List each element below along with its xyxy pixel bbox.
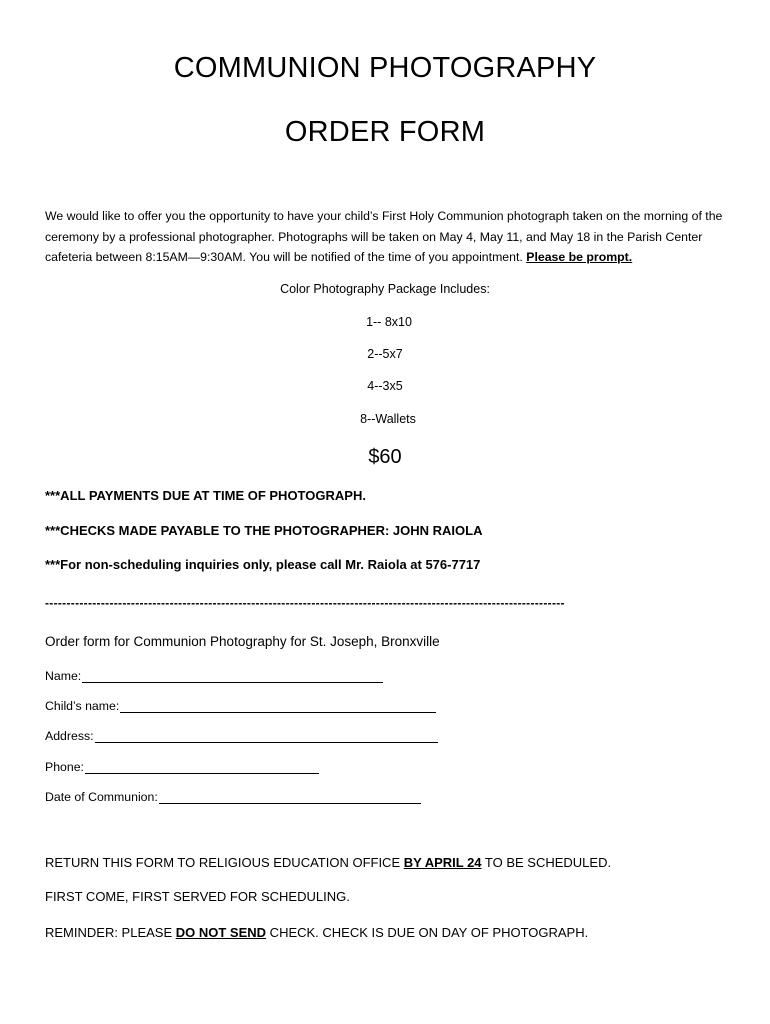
package-item: 2--5x7	[367, 347, 403, 361]
package-heading: Color Photography Package Includes:	[280, 282, 490, 296]
intro-emphasis: Please be prompt.	[526, 250, 633, 264]
communion-date-input-line[interactable]	[159, 790, 421, 804]
reminder-suffix: CHECK. CHECK IS DUE ON DAY OF PHOTOGRAPH.	[266, 925, 589, 940]
phone-field	[45, 760, 319, 774]
return-instructions	[45, 855, 611, 870]
child-name-label: Child’s name:	[45, 699, 120, 713]
intro-text: We would like to offer you the opportunity to have your child’s First Holy Communion photograph taken on the morning of the ceremony by a professional photographer. Photographs will be taken on May 4, May 11, and May 18 in the Parish Center cafeteria between 8:15AM—9:30AM. You will be notified of the time of you appointment.	[45, 209, 723, 264]
child-name-input-line[interactable]	[120, 699, 436, 713]
intro-paragraph	[45, 206, 735, 268]
return-deadline: BY APRIL 24	[403, 855, 482, 870]
package-item: 8--Wallets	[360, 412, 416, 426]
page-title: COMMUNION PHOTOGRAPHY	[173, 52, 597, 84]
communion-date-label: Date of Communion:	[45, 790, 158, 804]
inquiries-notice: ***For non-scheduling inquiries only, please call Mr. Raiola at 576-7717	[45, 557, 481, 572]
reminder-emphasis: DO NOT SEND	[175, 925, 267, 940]
cut-line-divider: -------------------------------------------------------------------------------------------------------------------------	[45, 596, 565, 610]
address-label: Address:	[45, 729, 94, 743]
payment-notice: ***ALL PAYMENTS DUE AT TIME OF PHOTOGRAPH.	[45, 488, 366, 503]
name-label: Name:	[45, 669, 82, 683]
return-suffix: TO BE SCHEDULED.	[481, 855, 612, 870]
scheduling-policy: FIRST COME, FIRST SERVED FOR SCHEDULING.	[45, 889, 350, 904]
address-input-line[interactable]	[95, 729, 438, 743]
page-subtitle: ORDER FORM	[284, 116, 486, 148]
return-prefix: RETURN THIS FORM TO RELIGIOUS EDUCATION OFFICE	[45, 855, 404, 870]
address-field	[45, 729, 438, 743]
child-name-field	[45, 699, 436, 713]
package-item: 4--3x5	[367, 379, 403, 393]
checks-notice: ***CHECKS MADE PAYABLE TO THE PHOTOGRAPHER: JOHN RAIOLA	[45, 523, 483, 538]
order-form-heading: Order form for Communion Photography for St. Joseph, Bronxville	[45, 634, 440, 649]
package-price: $60	[368, 446, 402, 468]
phone-label: Phone:	[45, 760, 84, 774]
phone-input-line[interactable]	[85, 760, 319, 774]
name-field	[45, 669, 383, 683]
communion-date-field	[45, 790, 421, 804]
name-input-line[interactable]	[82, 669, 383, 683]
reminder-prefix: REMINDER: PLEASE	[45, 925, 176, 940]
payment-reminder	[45, 925, 588, 940]
package-item: 1-- 8x10	[366, 315, 412, 329]
